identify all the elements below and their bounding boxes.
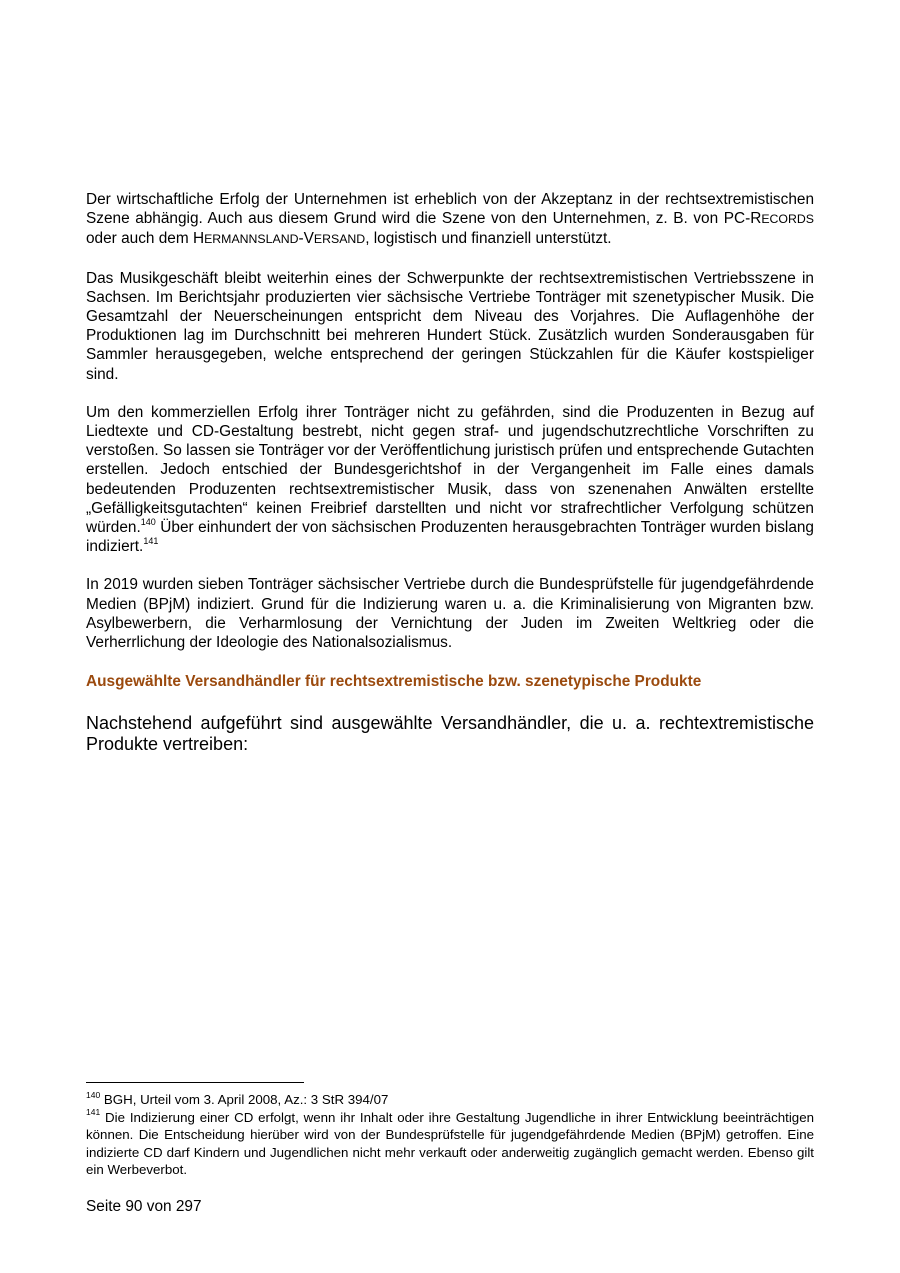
footnote-separator xyxy=(86,1082,304,1083)
footnote-ref-141[interactable]: 141 xyxy=(143,536,159,547)
paragraph-music-business: Das Musikgeschäft bleibt weiterhin eines der Schwerpunkte der rechtsextremistischen Vertriebsszene in Sachsen. Im Berichtsjahr produzierten vier sächsische Vertriebe Tonträger mit szenetypischer Musik. Die Gesamtzahl der Neuerscheinungen entspricht dem Niveau des Vorjahres. Die Auflagenhöhe der Produktionen lag im Durchschnitt bei mehreren Hundert Stück. Zusätzlich wurden Sonderausgaben für Sammler herausgegeben, welche entsprechend der geringen Stückzahlen für die Käufer kostspieliger sind. xyxy=(86,269,814,383)
paragraph-business-success: Der wirtschaftliche Erfolg der Unternehmen ist erheblich von der Akzeptanz in der rechtsextremistischen Szene abhängig. Auch aus diesem Grund wird die Szene von den Unternehmen, z. B. von PC-RECORDS oder auch dem HERMANNSLAND-VERSAND, logistisch und finanziell unterstützt. xyxy=(86,191,814,248)
footnote-141: $^{141}$ Die Indizierung einer CD erfolgt, wenn ihr Inhalt oder ihre Gestaltung Jugendliche in ihrer Entwicklung beeinträchtigen können. Die Entscheidung hierüber wird von der Bundesprüfstelle für jugendgefährdende Medien (BPjM) getroffen. Eine indizierte CD darf Kindern und Jugendlichen nicht mehr verkauft oder anderweitig zugänglich gemacht werden. Ebenso gilt ein Werbeverbot. xyxy=(86,1107,814,1177)
footnotes xyxy=(86,1082,814,1179)
section-heading: Ausgewählte Versandhändler für rechtsextremistische bzw. szenetypische Produkte xyxy=(86,673,702,691)
section-intro: Nachstehend aufgeführt sind ausgewählte Versandhändler, die u. a. rechtextremistische Produkte vertreiben: xyxy=(86,713,814,755)
footnote-140: $^{140}$ BGH, Urteil vom 3. April 2008, Az.: 3 StR 394/07 xyxy=(86,1089,389,1107)
page-number: Seite 90 von 297 xyxy=(86,1198,202,1215)
org-name-pc-records: PC-RECORDS xyxy=(723,210,814,228)
paragraph-legal-review: Um den kommerziellen Erfolg ihrer Tonträger nicht zu gefährden, sind die Produzenten in Bezug auf Liedtexte und CD-Gestaltung bestrebt, nicht gegen straf- und jugendschutzrechtliche Vorschriften zu verstoßen. So lassen sie Tonträger vor der Veröffentlichung juristisch prüfen und entsprechende Gutachten erstellen. Jedoch entschied der Bundesgerichtshof in der Vergangenheit im Falle eines damals bedeutenden Produzenten rechtsextremistischer Musik, dass von szenenahen Anwälten erstellte „Gefälligkeitsgutachten“ keinen Freibrief darstellten und nicht vor strafrechtlicher Verfolgung schützen würden.$^{140}$ Über einhundert der von sächsischen Produzenten herausgebrachten Tonträger wurden bislang indiziert.$^{141}$ xyxy=(86,403,814,556)
document-body xyxy=(86,190,814,755)
paragraph-indexing-2019: In 2019 wurden sieben Tonträger sächsischer Vertriebe durch die Bundesprüfstelle für jugendgefährdende Medien (BPjM) indiziert. Grund für die Indizierung waren u. a. die Kriminalisierung von Migranten bzw. Asylbewerbern, die Verharmlosung der Vernichtung der Juden im Zweiten Weltkrieg oder die Verherrlichung der Ideologie des Nationalsozialismus. xyxy=(86,576,814,652)
org-name-hermannsland-versand: HERMANNSLAND-VERSAND xyxy=(192,230,366,248)
footnote-ref-140[interactable]: 140 xyxy=(140,516,156,527)
